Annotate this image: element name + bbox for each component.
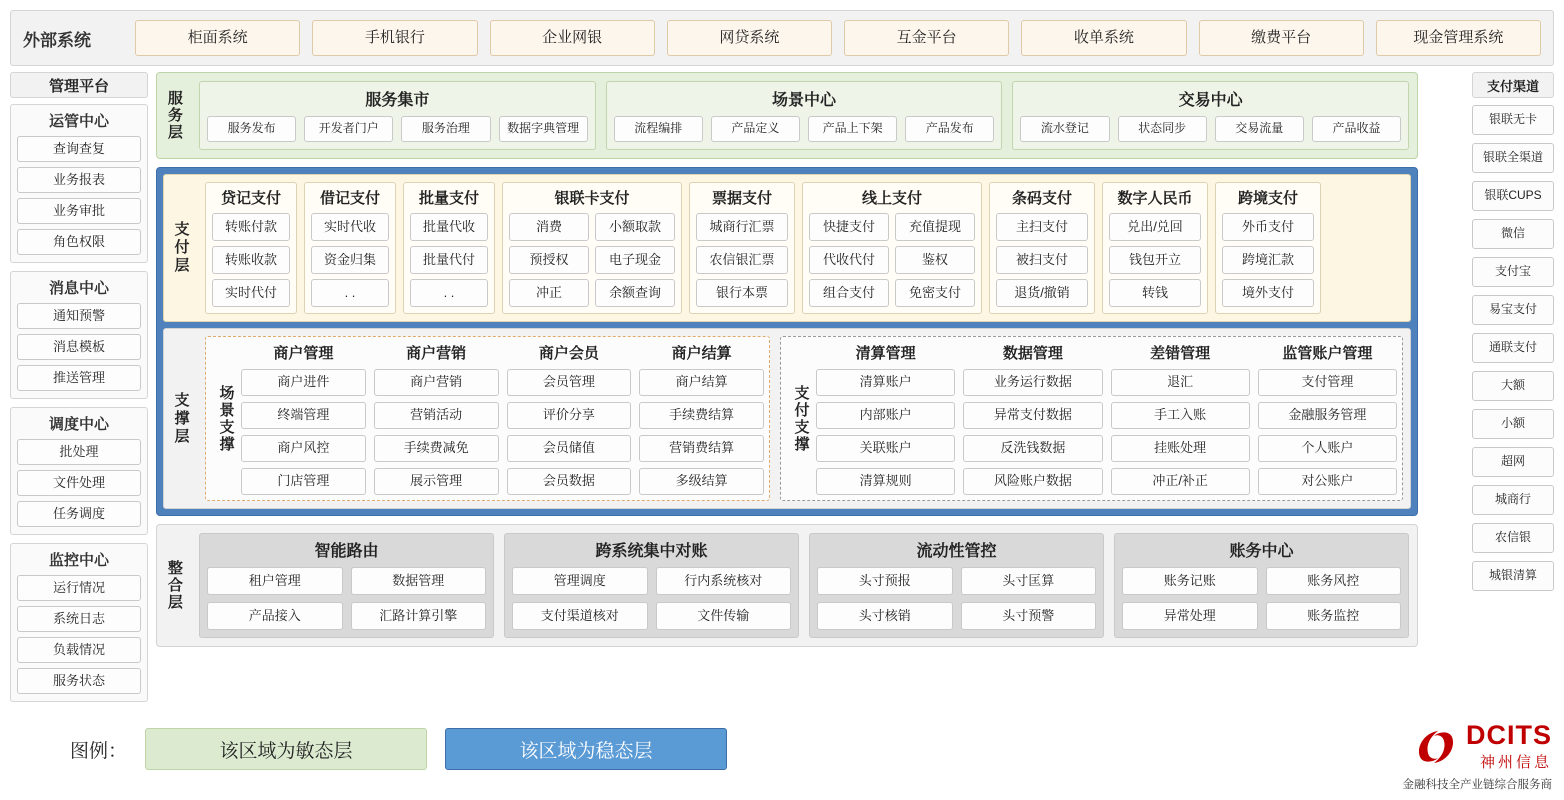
brand-name: DCITS bbox=[1466, 720, 1552, 750]
menu-item[interactable]: 负载情况 bbox=[17, 637, 141, 663]
support-item[interactable]: 业务运行数据 bbox=[963, 369, 1102, 396]
support-layer bbox=[163, 328, 1411, 509]
group-title: 银联卡支付 bbox=[554, 190, 630, 207]
group-title: 数字人民币 bbox=[1117, 190, 1193, 207]
payment-item[interactable]: 免密支付 bbox=[895, 279, 975, 307]
menu-item[interactable]: 任务调度 bbox=[17, 501, 141, 527]
support-item[interactable]: 商户结算 bbox=[639, 369, 764, 396]
menu-item[interactable]: 批处理 bbox=[17, 439, 141, 465]
group-title: 交易中心 bbox=[1178, 92, 1243, 109]
service-item[interactable]: 服务治理 bbox=[401, 116, 490, 142]
group-title: 场景中心 bbox=[772, 92, 837, 109]
support-item[interactable]: 商户风控 bbox=[241, 435, 366, 462]
payment-item[interactable]: . . bbox=[410, 279, 488, 307]
support-item[interactable]: 挂账处理 bbox=[1111, 435, 1250, 462]
integration-item[interactable]: 头寸核销 bbox=[817, 602, 953, 630]
support-group-merchant-settlement bbox=[639, 342, 764, 495]
external-system-item[interactable]: 柜面系统 bbox=[135, 20, 300, 56]
integration-group-smart-routing bbox=[199, 533, 494, 638]
payment-item[interactable]: 主扫支付 bbox=[996, 213, 1088, 241]
support-group-merchant-marketing bbox=[374, 342, 499, 495]
external-system-item[interactable]: 收单系统 bbox=[1021, 20, 1186, 56]
integration-item[interactable]: 数据管理 bbox=[351, 567, 487, 595]
integration-item[interactable]: 头寸预报 bbox=[817, 567, 953, 595]
menu-item[interactable]: 角色权限 bbox=[17, 229, 141, 255]
group-title: 跨系统集中对账 bbox=[595, 543, 708, 560]
service-item[interactable]: 交易流量 bbox=[1215, 116, 1304, 142]
support-item[interactable]: 对公账户 bbox=[1258, 468, 1397, 495]
integration-item[interactable]: 异常处理 bbox=[1122, 602, 1258, 630]
scene-support-label: 场景支撑 bbox=[217, 384, 235, 453]
service-group-market bbox=[199, 81, 596, 150]
group-title: 监管账户管理 bbox=[1282, 345, 1373, 362]
support-group-data-management bbox=[963, 342, 1102, 495]
integration-item[interactable]: 支付渠道核对 bbox=[512, 602, 648, 630]
brand-tagline: 金融科技全产业链综合服务商 bbox=[1402, 779, 1552, 791]
external-systems-title: 外部系统 bbox=[23, 30, 91, 50]
support-item[interactable]: 清算规则 bbox=[816, 468, 955, 495]
group-title: 账务中心 bbox=[1229, 543, 1294, 560]
group-title: 条码支付 bbox=[1011, 190, 1072, 207]
payment-item[interactable]: 批量代收 bbox=[410, 213, 488, 241]
payment-item[interactable]: 消费 bbox=[509, 213, 589, 241]
group-title: 流动性管控 bbox=[916, 543, 997, 560]
payment-channels-title: 支付渠道 bbox=[1472, 72, 1554, 98]
integration-layer bbox=[156, 524, 1418, 647]
stable-zone bbox=[156, 167, 1418, 516]
service-layer-label: 服务层 bbox=[165, 90, 183, 141]
group-title: 服务集市 bbox=[365, 92, 430, 109]
support-item[interactable]: 退汇 bbox=[1111, 369, 1250, 396]
integration-item[interactable]: 管理调度 bbox=[512, 567, 648, 595]
support-item[interactable]: 关联账户 bbox=[816, 435, 955, 462]
group-title: 票据支付 bbox=[711, 190, 772, 207]
service-item[interactable]: 产品收益 bbox=[1312, 116, 1401, 142]
support-item[interactable]: 会员储值 bbox=[507, 435, 632, 462]
menu-item[interactable]: 文件处理 bbox=[17, 470, 141, 496]
group-title: 线上支付 bbox=[861, 190, 922, 207]
service-item[interactable]: 产品定义 bbox=[711, 116, 800, 142]
group-title: 运管中心 bbox=[48, 113, 109, 130]
payment-item[interactable]: 预授权 bbox=[509, 246, 589, 274]
external-systems-bar bbox=[10, 10, 1554, 66]
menu-item[interactable]: 系统日志 bbox=[17, 606, 141, 632]
support-item[interactable]: 手续费减免 bbox=[374, 435, 499, 462]
group-title: 调度中心 bbox=[48, 416, 109, 433]
group-title: 数据管理 bbox=[1002, 345, 1063, 362]
integration-item[interactable]: 汇路计算引擎 bbox=[351, 602, 487, 630]
legend-label: 图例： bbox=[70, 740, 128, 762]
payment-item[interactable]: 退货/撤销 bbox=[996, 279, 1088, 307]
integration-item[interactable]: 账务记账 bbox=[1122, 567, 1258, 595]
menu-item[interactable]: 推送管理 bbox=[17, 365, 141, 391]
service-item[interactable]: 产品上下架 bbox=[808, 116, 897, 142]
payment-item[interactable]: 外币支付 bbox=[1222, 213, 1314, 241]
payment-channel-item[interactable]: 银联CUPS bbox=[1472, 181, 1554, 211]
support-item[interactable]: 风险账户数据 bbox=[963, 468, 1102, 495]
integration-item[interactable]: 文件传输 bbox=[656, 602, 792, 630]
payment-group-online bbox=[802, 182, 982, 314]
menu-item[interactable]: 业务报表 bbox=[17, 167, 141, 193]
payment-layer bbox=[163, 174, 1411, 322]
support-item[interactable]: 展示管理 bbox=[374, 468, 499, 495]
service-group-transaction bbox=[1012, 81, 1409, 150]
payment-item[interactable]: 钱包开立 bbox=[1109, 246, 1201, 274]
support-item[interactable]: 多级结算 bbox=[639, 468, 764, 495]
payment-item[interactable]: 组合支付 bbox=[809, 279, 889, 307]
service-item[interactable]: 流程编排 bbox=[614, 116, 703, 142]
payment-channel-item[interactable]: 支付宝 bbox=[1472, 257, 1554, 287]
payment-item[interactable]: 被扫支付 bbox=[996, 246, 1088, 274]
payment-group-debit bbox=[304, 182, 396, 314]
payment-channel-item[interactable]: 小额 bbox=[1472, 409, 1554, 439]
payment-item[interactable]: 银行本票 bbox=[696, 279, 788, 307]
group-title: 商户会员 bbox=[538, 345, 599, 362]
menu-item[interactable]: 通知预警 bbox=[17, 303, 141, 329]
external-system-item[interactable]: 企业网银 bbox=[490, 20, 655, 56]
support-item[interactable]: 终端管理 bbox=[241, 402, 366, 429]
support-item[interactable]: 手工入账 bbox=[1111, 402, 1250, 429]
payment-item[interactable]: 实时代收 bbox=[311, 213, 389, 241]
support-item[interactable]: 商户营销 bbox=[374, 369, 499, 396]
payment-item[interactable]: 城商行汇票 bbox=[696, 213, 788, 241]
payment-channel-item[interactable]: 大额 bbox=[1472, 371, 1554, 401]
integration-item[interactable]: 账务风控 bbox=[1266, 567, 1402, 595]
payment-channels-panel bbox=[1472, 72, 1554, 599]
integration-layer-label: 整合层 bbox=[165, 560, 183, 611]
payment-channel-item[interactable]: 银联无卡 bbox=[1472, 105, 1554, 135]
group-title: 借记支付 bbox=[319, 190, 380, 207]
integration-group-cross-system-reconciliation bbox=[504, 533, 799, 638]
group-title: 批量支付 bbox=[418, 190, 479, 207]
payment-item[interactable]: 余额查询 bbox=[595, 279, 675, 307]
payment-item[interactable]: 冲正 bbox=[509, 279, 589, 307]
payment-support-area bbox=[780, 336, 1403, 501]
group-title: 差错管理 bbox=[1150, 345, 1211, 362]
support-item[interactable]: 支付管理 bbox=[1258, 369, 1397, 396]
support-item[interactable]: 门店管理 bbox=[241, 468, 366, 495]
payment-item[interactable]: 电子现金 bbox=[595, 246, 675, 274]
integration-item[interactable]: 头寸预警 bbox=[961, 602, 1097, 630]
integration-item[interactable]: 行内系统核对 bbox=[656, 567, 792, 595]
payment-group-credit bbox=[205, 182, 297, 314]
support-item[interactable]: 手续费结算 bbox=[639, 402, 764, 429]
brand-name-cn: 神州信息 bbox=[1479, 754, 1552, 771]
menu-item[interactable]: 消息模板 bbox=[17, 334, 141, 360]
payment-group-barcode bbox=[989, 182, 1095, 314]
payment-item[interactable]: 资金归集 bbox=[311, 246, 389, 274]
payment-item[interactable]: 转账付款 bbox=[212, 213, 290, 241]
payment-group-cross-border bbox=[1215, 182, 1321, 314]
payment-channel-item[interactable]: 银联全渠道 bbox=[1472, 143, 1554, 173]
payment-item[interactable]: 鉴权 bbox=[895, 246, 975, 274]
payment-item[interactable]: 批量代付 bbox=[410, 246, 488, 274]
payment-group-unionpay-card bbox=[502, 182, 682, 314]
payment-group-bill bbox=[689, 182, 795, 314]
group-title: 商户营销 bbox=[406, 345, 467, 362]
group-title: 商户管理 bbox=[273, 345, 334, 362]
payment-item[interactable]: 农信银汇票 bbox=[696, 246, 788, 274]
payment-channel-item[interactable]: 农信银 bbox=[1472, 523, 1554, 553]
external-system-item[interactable]: 现金管理系统 bbox=[1376, 20, 1541, 56]
payment-group-digital-rmb bbox=[1102, 182, 1208, 314]
group-operations-center bbox=[10, 104, 148, 263]
payment-item[interactable]: 小额取款 bbox=[595, 213, 675, 241]
support-item[interactable]: 会员数据 bbox=[507, 468, 632, 495]
service-item[interactable]: 产品发布 bbox=[905, 116, 994, 142]
external-systems-list bbox=[135, 20, 1541, 56]
support-item[interactable]: 评价分享 bbox=[507, 402, 632, 429]
external-system-item[interactable]: 网贷系统 bbox=[667, 20, 832, 56]
payment-channel-item[interactable]: 微信 bbox=[1472, 219, 1554, 249]
support-item[interactable]: 异常支付数据 bbox=[963, 402, 1102, 429]
payment-channel-item[interactable]: 易宝支付 bbox=[1472, 295, 1554, 325]
group-title: 监控中心 bbox=[48, 552, 109, 569]
payment-channel-item[interactable]: 城银清算 bbox=[1472, 561, 1554, 591]
support-item[interactable]: 冲正/补正 bbox=[1111, 468, 1250, 495]
group-title: 商户结算 bbox=[671, 345, 732, 362]
legend-stable-key: 该区域为稳态层 bbox=[445, 728, 727, 770]
service-item[interactable]: 流水登记 bbox=[1020, 116, 1109, 142]
menu-item[interactable]: 运行情况 bbox=[17, 575, 141, 601]
payment-support-label: 支付支撑 bbox=[792, 384, 810, 453]
service-item[interactable]: 服务发布 bbox=[207, 116, 296, 142]
external-system-item[interactable]: 缴费平台 bbox=[1199, 20, 1364, 56]
support-item[interactable]: 内部账户 bbox=[816, 402, 955, 429]
payment-item[interactable]: . . bbox=[311, 279, 389, 307]
payment-item[interactable]: 转钱 bbox=[1109, 279, 1201, 307]
management-platform-title: 管理平台 bbox=[10, 72, 148, 98]
integration-item[interactable]: 租户管理 bbox=[207, 567, 343, 595]
payment-group-batch bbox=[403, 182, 495, 314]
service-group-scene bbox=[606, 81, 1003, 150]
menu-item[interactable]: 业务审批 bbox=[17, 198, 141, 224]
menu-item[interactable]: 查询查复 bbox=[17, 136, 141, 162]
architecture-stack bbox=[156, 72, 1418, 655]
payment-item[interactable]: 快捷支付 bbox=[809, 213, 889, 241]
integration-group-liquidity-control bbox=[809, 533, 1104, 638]
dcits-logo-icon bbox=[1414, 727, 1458, 767]
support-item[interactable]: 营销活动 bbox=[374, 402, 499, 429]
support-item[interactable]: 金融服务管理 bbox=[1258, 402, 1397, 429]
support-item[interactable]: 商户进件 bbox=[241, 369, 366, 396]
integration-group-accounting-center bbox=[1114, 533, 1409, 638]
group-title: 清算管理 bbox=[855, 345, 916, 362]
payment-channel-item[interactable]: 城商行 bbox=[1472, 485, 1554, 515]
payment-item[interactable]: 充值提现 bbox=[895, 213, 975, 241]
support-group-merchant-management bbox=[241, 342, 366, 495]
group-monitoring-center bbox=[10, 543, 148, 702]
group-title: 消息中心 bbox=[48, 280, 109, 297]
integration-item[interactable]: 账务监控 bbox=[1266, 602, 1402, 630]
support-item[interactable]: 会员管理 bbox=[507, 369, 632, 396]
integration-item[interactable]: 产品接入 bbox=[207, 602, 343, 630]
legend-agile-key: 该区域为敏态层 bbox=[145, 728, 427, 770]
service-item[interactable]: 状态同步 bbox=[1118, 116, 1207, 142]
payment-item[interactable]: 转账收款 bbox=[212, 246, 290, 274]
group-message-center bbox=[10, 271, 148, 399]
scene-support-area bbox=[205, 336, 770, 501]
group-title: 跨境支付 bbox=[1237, 190, 1298, 207]
support-item[interactable]: 营销费结算 bbox=[639, 435, 764, 462]
external-system-item[interactable]: 互金平台 bbox=[844, 20, 1009, 56]
payment-item[interactable]: 境外支付 bbox=[1222, 279, 1314, 307]
payment-item[interactable]: 实时代付 bbox=[212, 279, 290, 307]
payment-item[interactable]: 跨境汇款 bbox=[1222, 246, 1314, 274]
company-logo bbox=[1403, 722, 1553, 792]
support-item[interactable]: 清算账户 bbox=[816, 369, 955, 396]
group-scheduling-center bbox=[10, 407, 148, 535]
legend bbox=[70, 728, 727, 770]
service-item[interactable]: 数据字典管理 bbox=[499, 116, 588, 142]
payment-item[interactable]: 兑出/兑回 bbox=[1109, 213, 1201, 241]
support-group-merchant-member bbox=[507, 342, 632, 495]
group-title: 智能路由 bbox=[314, 543, 379, 560]
support-group-error-management bbox=[1111, 342, 1250, 495]
external-system-item[interactable]: 手机银行 bbox=[312, 20, 477, 56]
support-item[interactable]: 个人账户 bbox=[1258, 435, 1397, 462]
menu-item[interactable]: 服务状态 bbox=[17, 668, 141, 694]
payment-layer-label: 支付层 bbox=[172, 221, 190, 275]
payment-item[interactable]: 代收代付 bbox=[809, 246, 889, 274]
payment-channel-item[interactable]: 超网 bbox=[1472, 447, 1554, 477]
support-item[interactable]: 反洗钱数据 bbox=[963, 435, 1102, 462]
integration-item[interactable]: 头寸匡算 bbox=[961, 567, 1097, 595]
support-group-clearing-management bbox=[816, 342, 955, 495]
support-group-regulatory-account bbox=[1258, 342, 1397, 495]
service-item[interactable]: 开发者门户 bbox=[304, 116, 393, 142]
group-title: 贷记支付 bbox=[220, 190, 281, 207]
support-layer-label: 支撑层 bbox=[172, 391, 190, 446]
payment-channel-item[interactable]: 通联支付 bbox=[1472, 333, 1554, 363]
management-platform-panel bbox=[10, 72, 148, 710]
service-layer bbox=[156, 72, 1418, 159]
